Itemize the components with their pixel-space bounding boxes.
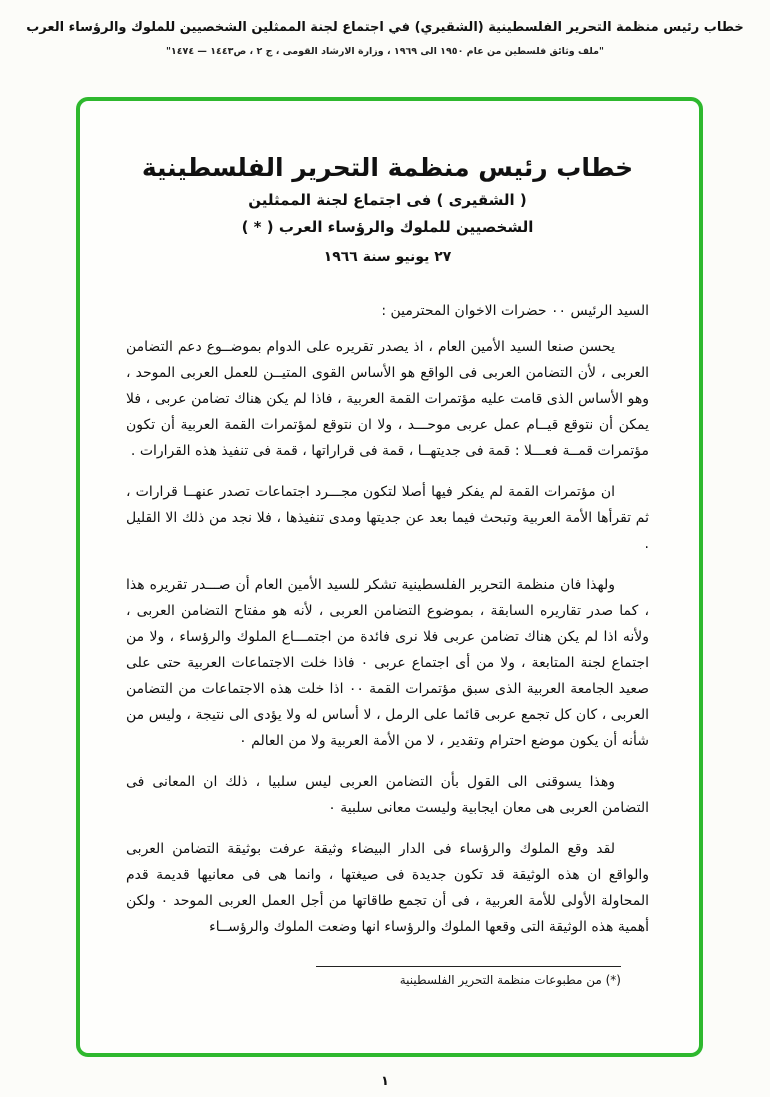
- document-frame: [76, 97, 703, 1057]
- paragraph-4: وهذا يسوقنى الى القول بأن التضامن العربى ليس سلبيا ، ذلك ان المعانى فى التضامن العربى هى معان ايجابية وليست معانى سلبية ٠: [126, 774, 649, 816]
- document-date: ٢٧ يونيو سنة ١٩٦٦: [323, 249, 452, 265]
- footnote-text: (*) من مطبوعات منظمة التحرير الفلسطينية: [399, 973, 621, 987]
- salutation-line: السيد الرئيس ٠٠ حضرات الاخوان المحترمين :: [381, 303, 649, 319]
- document-subtitle-line2: الشخصيين للملوك والرؤساء العرب ( * ): [241, 218, 534, 236]
- paragraph-5: لقد وقع الملوك والرؤساء فى الدار البيضاء وثيقة عرفت بوثيقة التضامن العربى والواقع ان هذه الوثيقة قد تكون جديدة فى صيغتها ، وانما هى فى معانيها قديمة قدم المحاولة الأولى للأمة العربية ، فى أن تجمع طاقاتها من أجل العمل العربى الموحد ٠ ولكن أهمية هذه الوثيقة التى وقعها الملوك والرؤساء انها وضعت الملوك والرؤســاء: [126, 841, 649, 935]
- paragraph-2: ان مؤتمرات القمة لم يفكر فيها أصلا لتكون مجـــرد اجتماعات تصدر عنهــا قرارات ، ثم تقرأها الأمة العربية وتبحث فيما بعد عن جديتها ومدى تنفيذها ، فلا نجد من ذلك الا القليل .: [126, 484, 649, 552]
- document-body: [80, 101, 699, 987]
- document-title: خطاب رئيس منظمة التحرير الفلسطينية: [141, 153, 634, 182]
- footnote-divider: [316, 966, 621, 967]
- citation-title: خطاب رئيس منظمة التحرير الفلسطينية (الشقيري) في اجتماع لجنة الممثلين الشخصيين للملوك والرؤساء العرب: [26, 20, 744, 35]
- paragraph-3: ولهذا فان منظمة التحرير الفلسطينية تشكر للسيد الأمين العام أن صـــدر تقريره هذا ، كما صدر تقاريره السابقة ، بموضوع التضامن العربى ، لأنه هو مفتاح التضامن العربى ، ولأنه اذا لم يكن هناك تضامن عربى فلا نرى فائدة من اجتمـــاع الملوك والرؤساء ، ولا من اجتماع لجنة المتابعة ، ولا من أى اجتماع عربى ٠ فاذا خلت الاجتماعات العربية حتى على صعيد الجامعة العربية الذى سبق مؤتمرات القمة ٠٠ اذا خلت هذه الاجتماعات من التضامن العربى ، كان كل تجمع عربى قائما على الرمل ، لا أساس له ولا يؤدى الى نتيجة ، وليس من شأنه أن يكون موضع احترام وتقدير ، لا من الأمة العربية ولا من العالم ٠: [126, 577, 649, 749]
- footnote-area: [126, 966, 649, 987]
- document-subtitle-line1: ( الشقيرى ) فى اجتماع لجنة الممثلين: [248, 191, 527, 209]
- citation-header: [0, 0, 770, 57]
- paragraph-1: يحسن صنعا السيد الأمين العام ، اذ يصدر تقريره على الدوام بموضــوع دعم التضامن العربى ، لأن التضامن العربى فى الواقع هو الأساس القوى المتيــن للعمل العربى الموحد ، وهو الأساس الذى قامت عليه مؤتمرات القمة العربية ، فاذا لم يكن هناك تضامن عربى ، فلا يمكن أن نتوقع قيــام عمل عربى موحـــد ، ولا ان نتوقع لمؤتمرات القمة العربية أن تكون مؤتمرات قمــة فعـــلا : قمة فى جديتهــا ، قمة فى قراراتها ، قمة فى تنفيذ هذه القرارات .: [126, 339, 649, 459]
- page-number: ١: [381, 1074, 389, 1089]
- citation-source: "ملف وثائق فلسطين من عام ١٩٥٠ الى ١٩٦٩ ، وزارة الارشاد القومى ، ج ٢ ، ص١٤٤٣ — ١٤٧٤": [165, 46, 605, 57]
